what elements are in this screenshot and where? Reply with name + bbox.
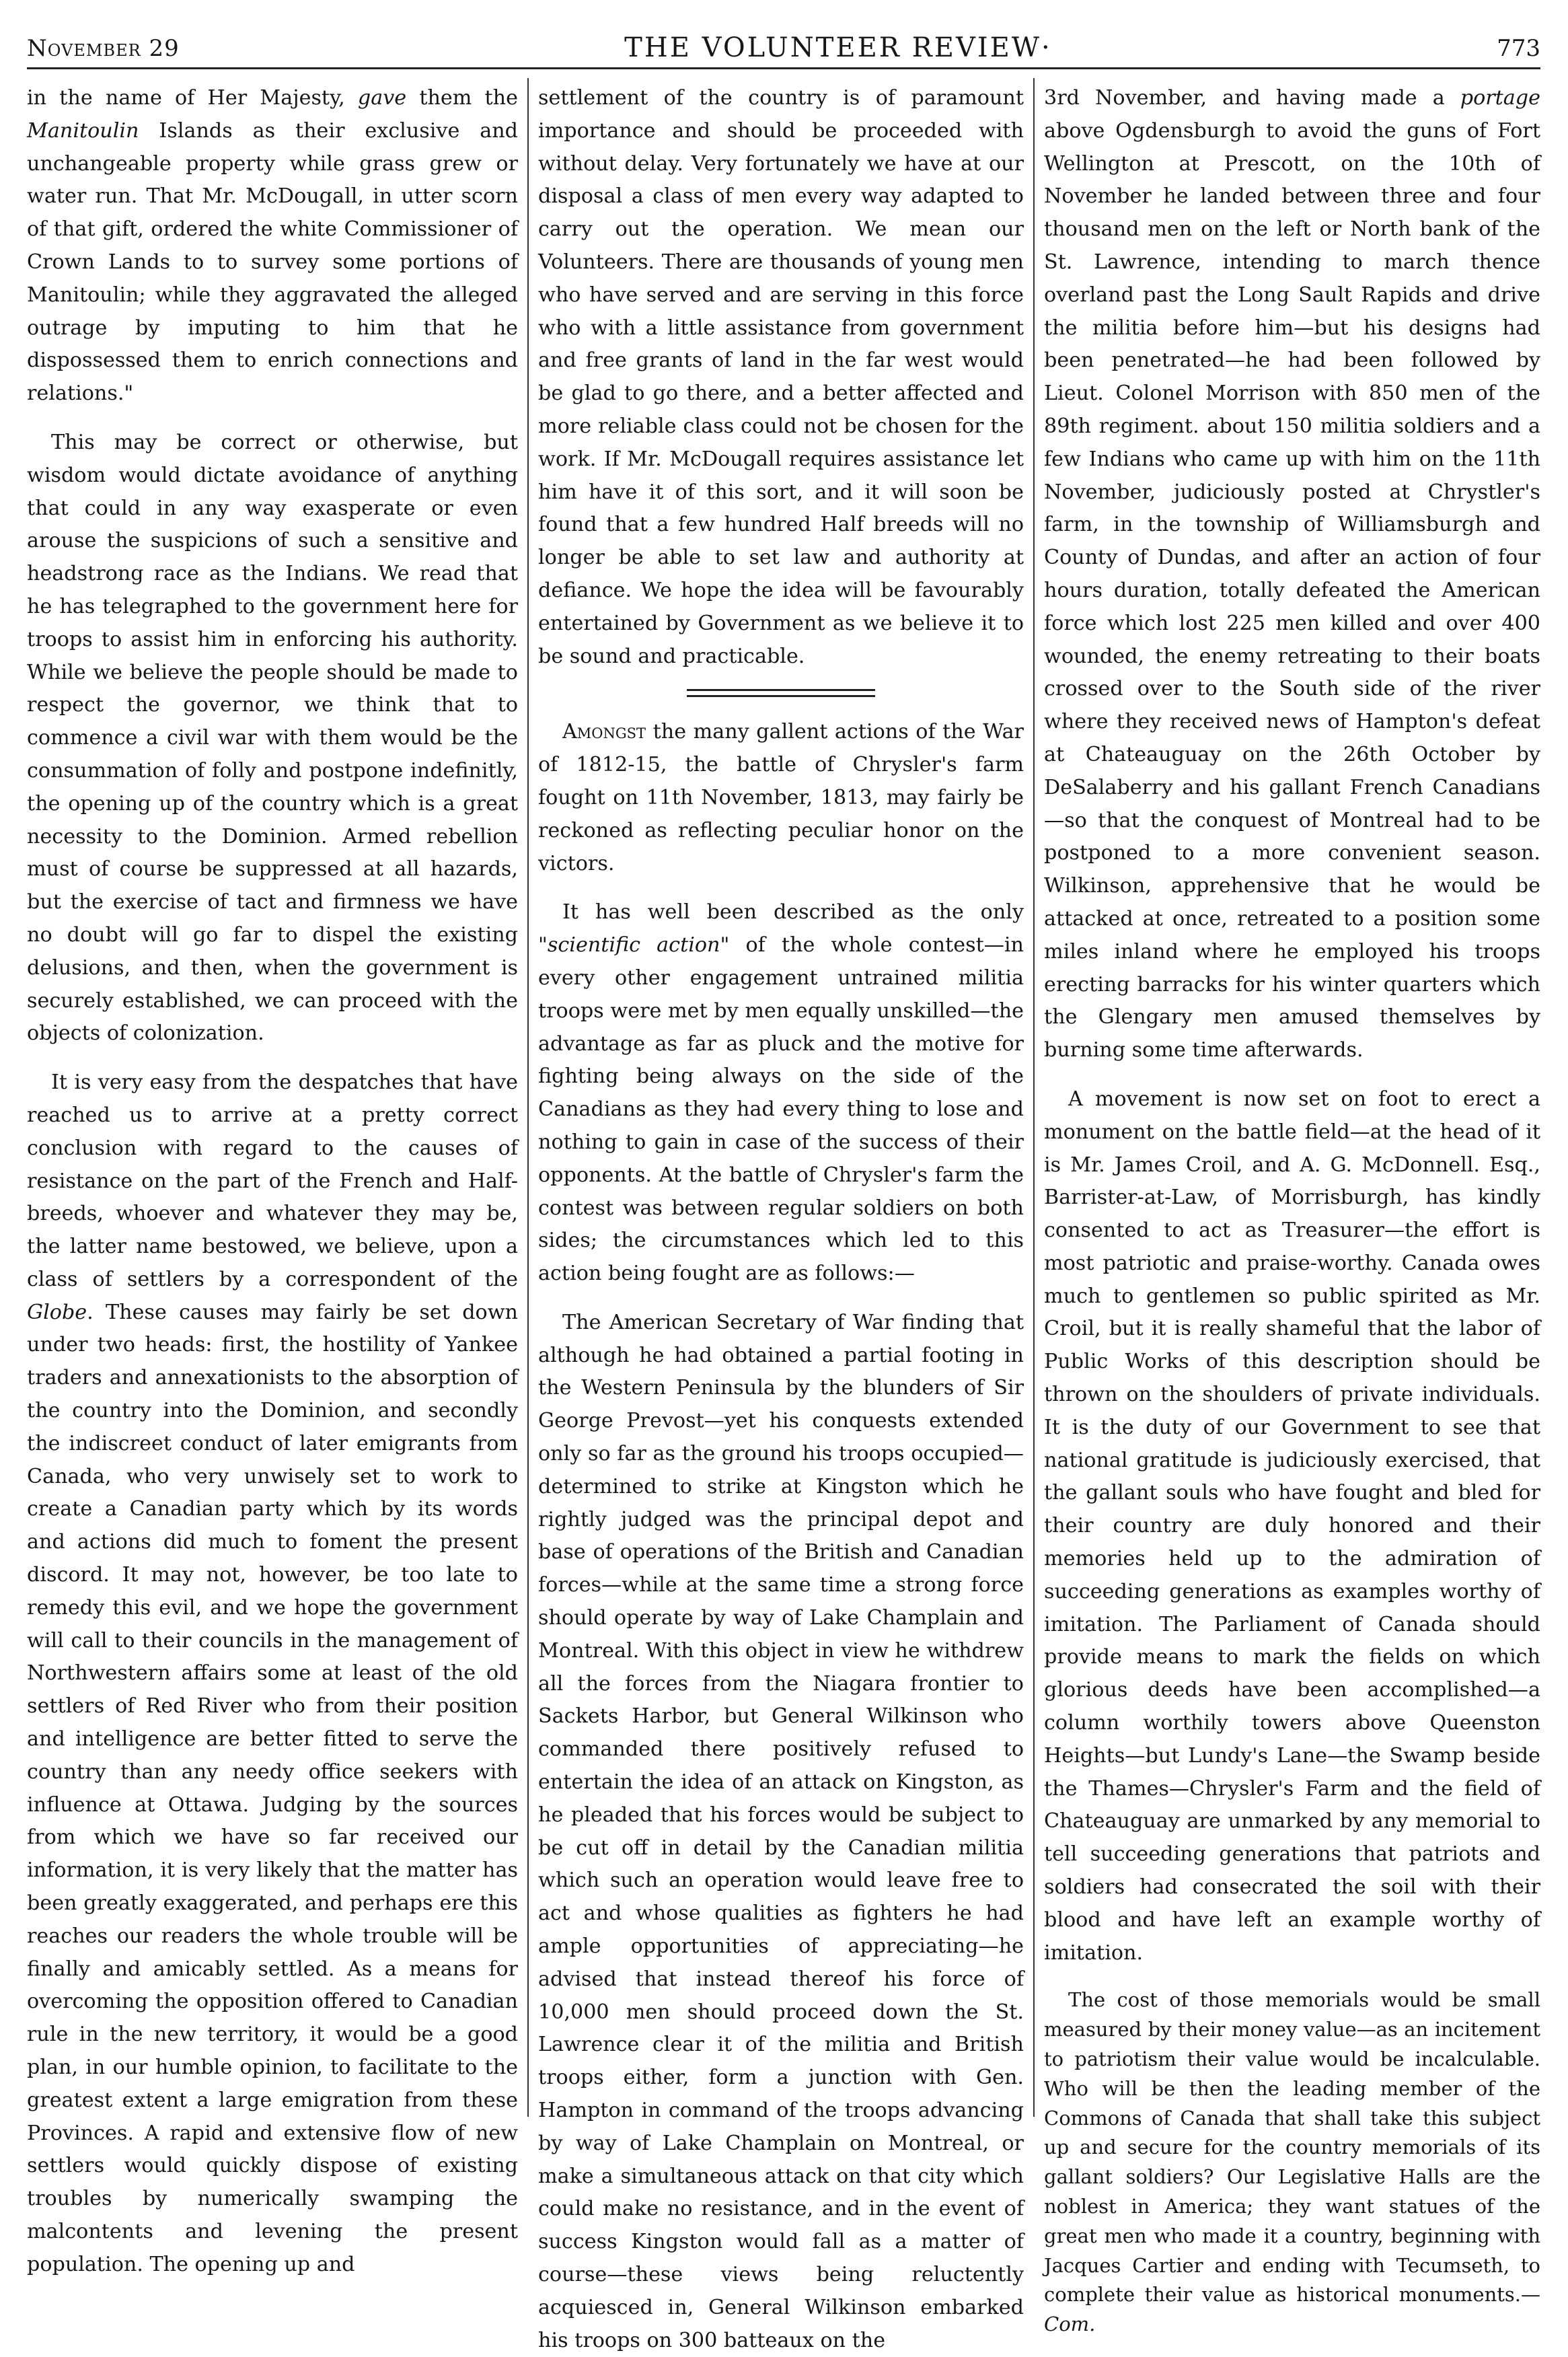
paragraph — [1044, 1986, 1540, 2340]
paragraph: A movement is now set on foot to erect a monument on the battle field—at the head of it is Mr. James Croil, and A. G. McDonnell. Esq., Barrister-at-Law, of Morrisburgh, has kindly consented to act as Treasurer—the effort is most patriotic and praise-worthy. Canada owes much to gentlemen so public spirited as Mr. Croil, but it is really shameful that the labor of Public Works of this description should be thrown on the shoulders of private individuals. It is the duty of our Government to see that national gratitude is judiciously exercised, that the gallant souls who have fought and bled for their country are duly honored and their memories held up to the admiration of succeeding generations as examples worthy of imitation. The Parliament of Canada should provide means to mark the fields on which glorious deeds have been accomplished—a column worthily towers above Queenston Heights—but Lundy's Lane—the Swamp beside the Thames—Chrysler's Farm and the field of Chateauguay are unmarked by any memorial to tell succeeding generations that patriots and soldiers had consecrated the soil with their blood and have left an example worthy of imitation. — [1044, 1087, 1540, 1965]
paragraph — [27, 1066, 518, 2281]
text-run: 3rd November, and having made a — [1044, 86, 1460, 110]
paragraph: The American Secretary of War finding that although he had obtained a partial footing in the Western Peninsula by the blunders of Sir George Prevost—yet his conquests extended only so far as the ground his troops occupied—determined to strike at Kingston which he rightly judged was the principal depot and base of operations of the British and Canadian forces—while at the same time a strong force should operate by way of Lake Champlain and Montreal. With this object in view he withdrew all the forces from the Niagara frontier to Sackets Harbor, but General Wilkinson who commanded there positively refused to entertain the idea of an attack on Kingston, as he pleaded that his forces would be subject to be cut off in detail by the Canadian militia which such an operation would leave free to act and whose qualities as fighters he had ample opportunities of appreciating—he advised that instead thereof his force of 10,000 men should proceed down the St. Lawrence clear it of the militia and British troops either, form a junction with Gen. Hampton in command of the troops advancing by way of Lake Champlain on Montreal, or make a simultaneous attack on that city which could make no resistance, and in the event of success Kingston would fall as a matter of course—these views being reluctently acquiesced in, General Wilkinson embarked his troops on 300 batteaux on the — [538, 1310, 1024, 2352]
paragraph — [538, 716, 1024, 880]
text-run: The cost of those memorials would be small measured by their money value—as an incitement to patriotism their value would be incalculable. Who will be then the leading member of the Commons of Canada that shall take this subject up and secure for the country memorials of its gallant soldiers? Our Legislative Halls are the noblest in America; they want statues of the great men who made it a country, beginning with Jacques Cartier and ending with Tecumseth, to complete their value as historical monuments.— — [1044, 1988, 1540, 2307]
section-separator — [687, 689, 875, 697]
italic-text: portage — [1460, 86, 1540, 110]
issue-date: November 29 — [27, 35, 180, 62]
paragraph — [1044, 82, 1540, 1067]
paragraph — [538, 896, 1024, 1291]
page-number: 773 — [1497, 35, 1540, 62]
paragraph — [27, 82, 518, 410]
column-3 — [1044, 82, 1540, 2336]
text-run: above Ogdensburgh to avoid the guns of Fort Wellington at Prescott, on the 10th of November he landed between three and four thousand men on the left or North bank of the St. Lawrence, intending to march thence overland past the Long Sault Rapids and drive the militia before him—but his designs had been penetrated—he had been followed by Lieut. Colonel Morrison with 850 men of the 89th regiment. about 150 militia soldiers and a few Indians who came up with him on the 11th November, judiciously posted at Chrystler's farm, in the township of Williamsburgh and County of Dundas, and after an action of four hours duration, totally defeated the American force which lost 225 men killed and over 400 wounded, the enemy retreating to their boats crossed over to the South side of the river where they received news of Hampton's defeat at Chateauguay on the 26th October by DeSalaberry and his gallant French Canadians—so that the conquest of Montreal had to be postponed to a more convenient season. Wilkinson, apprehensive that he would be attacked at once, retreated to a position some miles inland where he employed his troops erecting barracks for his winter quarters which the Glengary men amused themselves by burning some time afterwards. — [1044, 118, 1540, 1062]
column-1 — [27, 82, 518, 2276]
text-run: in the name of Her Majesty, — [27, 86, 358, 110]
italic-text: gave — [357, 86, 407, 110]
italic-text: Com. — [1044, 2313, 1096, 2336]
text-run: It has well been described as the only " — [538, 900, 1024, 957]
small-caps-lead: Amongst — [562, 720, 646, 744]
publication-title: THE VOLUNTEER REVIEW· — [624, 32, 1052, 63]
text-run: It is very easy from the despatches that have reached us to arrive at a pretty correct conclusion with regard to the causes of resistance on the part of the French and Half-breeds, whoever and whatever they may be, the latter name bestowed, we believe, upon a class of settlers by a correspondent of the — [27, 1071, 518, 1291]
paragraph: This may be correct or otherwise, but wisdom would dictate avoidance of anything that could in any way exasperate or even arouse the suspicions of such a sensitive and headstrong race as the Indians. We read that he has telegraphed to the government here for troops to assist him in enforcing his authority. While we believe the people should be made to respect the governor, we think that to commence a civil war with them would be the consummation of folly and postpone indefinitly, the opening up of the country which is a great necessity to the Dominion. Armed rebellion must of course be suppressed at all hazards, but the exercise of tact and firmness we have no doubt will go far to dispel the existing delusions, and then, when the government is securely established, we can proceed with the objects of colonization. — [27, 430, 518, 1046]
column-rule — [527, 78, 529, 2117]
paragraph: settlement of the country is of paramount importance and should be proceeded with without delay. Very fortunately we have at our disposal a class of men every way adapted to carry out the operation. We mean our Volunteers. There are thousands of young men who have served and are serving in this force who with a little assistance from government and free grants of land in the far west would be glad to go there, and a better affected and more reliable class could not be chosen for the work. If Mr. McDougall requires assistance let him have it of this sort, and it will soon be found that a few hundred Half breeds will no longer be able to set law and authority at defiance. We hope the idea will be favourably entertained by Government as we believe it to be sound and practicable. — [538, 86, 1024, 668]
text-run: " of the whole contest—in every other engagement untrained militia troops were met by men equally unskilled—the advantage as far as pluck and the motive for fighting being always on the side of the Canadians as they had every thing to lose and nothing to gain in case of the success of their opponents. At the battle of Chrysler's farm the contest was between regular soldiers on both sides; the circumstances which led to this action being fought are as follows:— — [538, 933, 1024, 1286]
column-rule — [1033, 78, 1035, 2117]
italic-text: Manitoulin — [27, 118, 139, 143]
column-2 — [538, 82, 1024, 2352]
italic-text: scientific action — [547, 933, 720, 957]
text-run: the many gallent actions of the War of 1812-15, the battle of Chrysler's farm fought on 11th November, 1813, may fairly be reckoned as reflecting peculiar honor on the victors. — [538, 720, 1024, 875]
italic-text: Globe — [27, 1300, 87, 1324]
text-run: . These causes may fairly be set down under two heads: first, the hostility of Yankee traders and annexationists to the absorption of the country into the Dominion, and secondly the indiscreet conduct of later emigrants from Canada, who very unwisely set to work to create a Canadian party which by its words and actions did much to foment the present discord. It may not, however, be too late to remedy this evil, and we hope the government will call to their councils in the management of Northwestern affairs some at least of the old settlers of Red River who from their position and intelligence are better fitted to serve the country than any needy office seekers with influence at Ottawa. Judging by the sources from which we have so far received our information, it is very likely that the matter has been greatly exaggerated, and perhaps ere this reaches our readers the whole trouble will be finally and amicably settled. As a means for overcoming the opposition offered to Canadian rule in the new territory, it would be a good plan, in our humble opinion, to facilitate to the greatest extent a large emigration from these Provinces. A rapid and extensive flow of new settlers would quickly dispose of existing troubles by numerically swamping the malcontents and levening the present population. The opening up and — [27, 1300, 518, 2276]
masthead — [27, 20, 1540, 69]
text-run: them the — [406, 86, 518, 110]
text-run: Islands as their exclusive and unchangeable property while grass grew or water run. That Mr. McDougall, in utter scorn of that gift, ordered the white Commissioner of Crown Lands to to survey some portions of Manitoulin; while they aggravated the alleged outrage by imputing to him that he dispossessed them to enrich connections and relations." — [27, 118, 518, 406]
